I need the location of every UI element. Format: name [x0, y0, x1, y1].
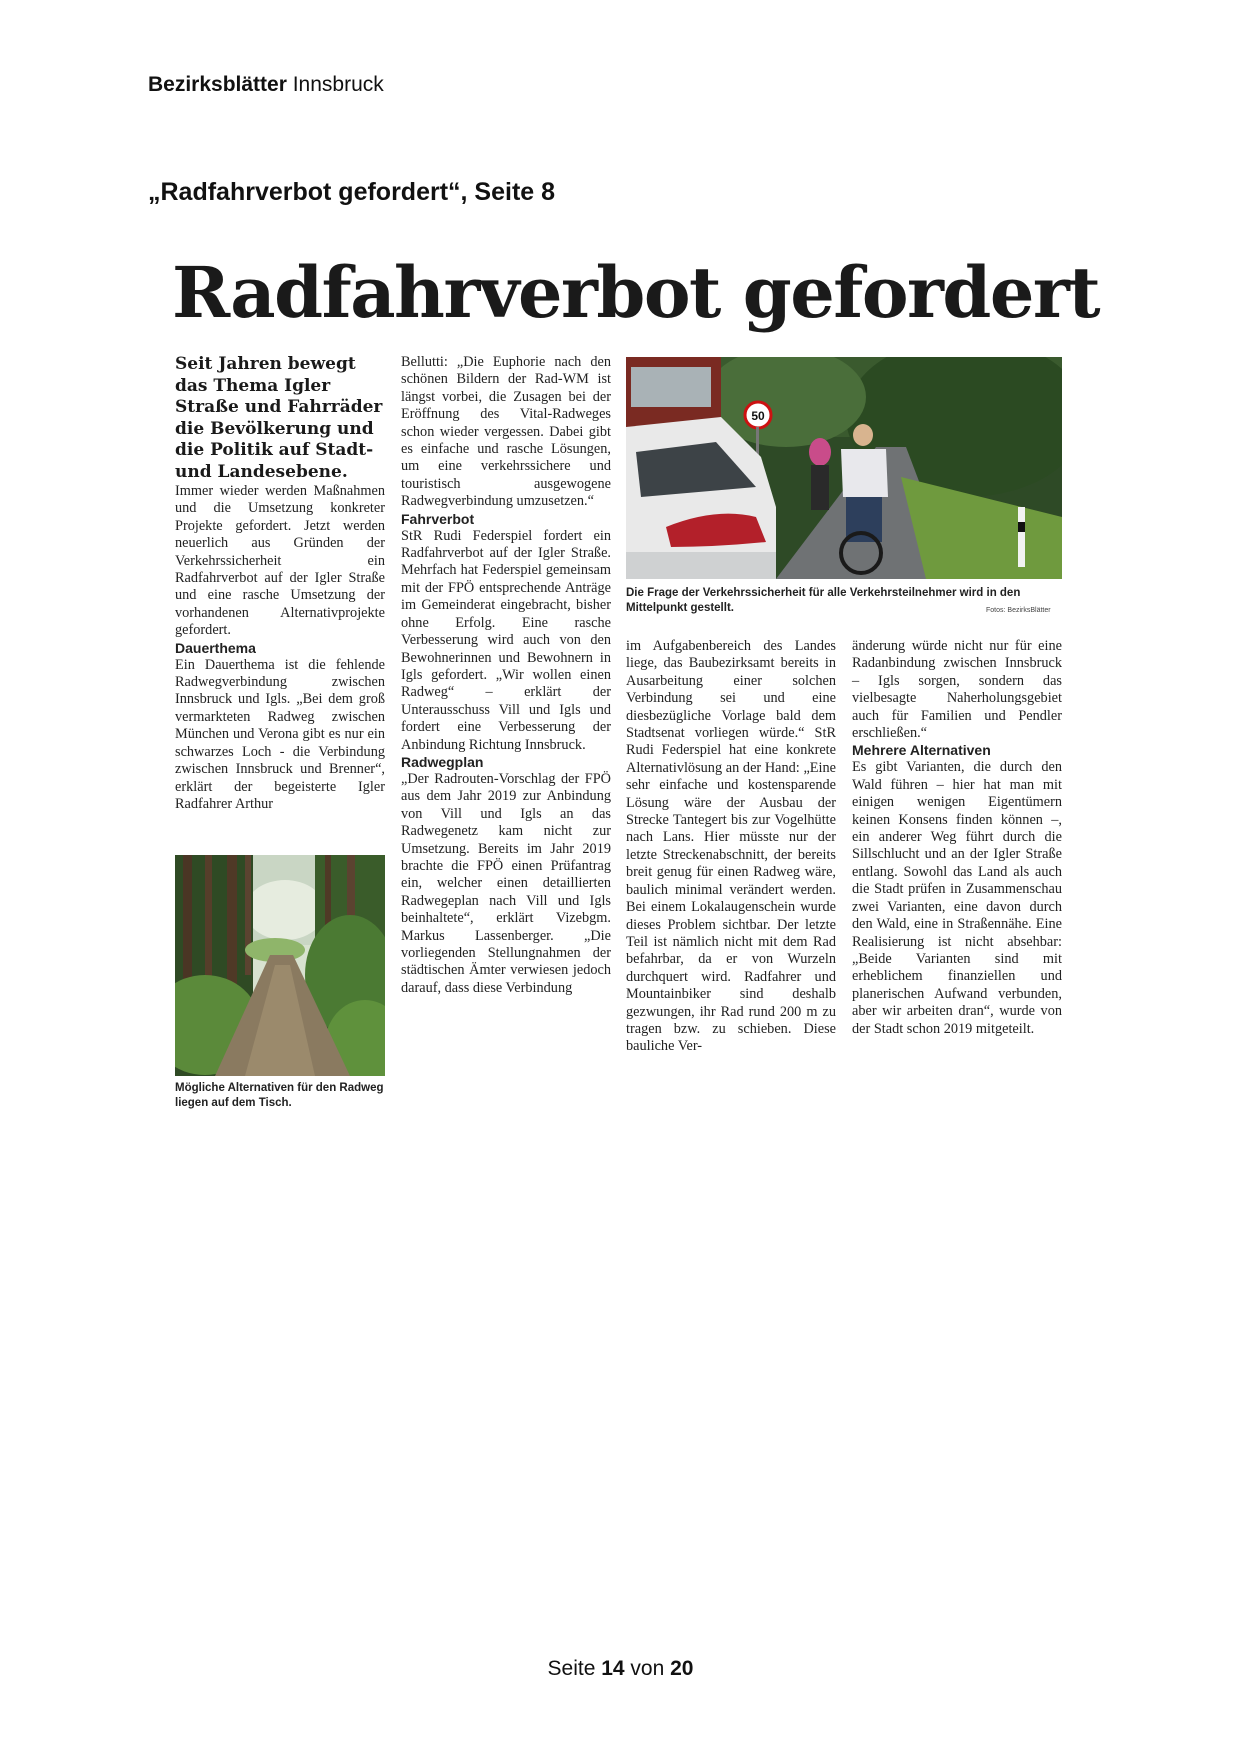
photo-credit: Fotos: BezirksBlätter	[986, 607, 1051, 614]
road-traffic-photo	[626, 357, 1062, 579]
region-name: Innsbruck	[286, 73, 384, 96]
footer-current-page: 14	[601, 1657, 625, 1680]
article-headline: Radfahrverbot gefordert	[172, 251, 1100, 334]
forest-path-photo	[175, 855, 385, 1076]
article-column-3	[626, 638, 836, 1056]
paragraph-bellutti: Bellutti: „Die Euphorie nach den schönen Bildern der Rad-WM ist längst vorbei, die Zusagen bei der Eröffnung des Vital-Radweges schon wieder vergessen. Dabei gibt es einfache und rasche Lösungen, um eine verkehrssichere und touristisch ausgewogene Radwegverbindung umzusetzen.“	[401, 354, 611, 510]
page-number-footer	[0, 1657, 1241, 1681]
speed-sign-label: 50	[751, 409, 765, 423]
footer-middle: von	[624, 1657, 671, 1680]
document-header	[148, 73, 384, 97]
paragraph-dauerthema: Ein Dauerthema ist die fehlende Radwegverbindung zwischen Innsbruck und Igls. „Bei dem groß vermarkteten Radweg zwischen München und Verona gibt es nur ein schwarzes Loch - die Verbindung zwischen Innsbruck und Brenner“, erklärt der begeisterte Igler Radfahrer Arthur	[175, 656, 385, 812]
footer-prefix: Seite	[547, 1657, 602, 1680]
page-title: „Radfahrverbot gefordert“, Seite 8	[148, 178, 556, 206]
paragraph-column-4: änderung würde nicht nur für eine Radanbindung zwischen Innsbruck – Igls sorgen, sondern das vielbesagte Naherholungsgebiet auch für Familien und Pendler erschließen.“	[852, 638, 1062, 742]
article-intro: Immer wieder werden Maßnahmen und die Umsetzung konkreter Projekte gefordert. Jetzt werden neuerlich aus Gründen der Verkehrssicherheit ein Radfahrverbot auf der Igler Straße und eine rasche Umsetzung der vorhandenen Alternativprojekte gefordert.	[175, 483, 385, 639]
subheading-alternativen: Mehrere Alternativen	[852, 742, 991, 759]
subheading-radwegplan: Radwegplan	[401, 753, 484, 770]
footer-total-pages: 20	[670, 1657, 694, 1680]
paragraph-radwegplan: „Der Radrouten-Vorschlag der FPÖ aus dem Jahr 2019 zur Anbindung von Vill und Igls an das Radwegenetz kam nicht zur Umsetzung. Bereits im Jahr 2019 brachte die FPÖ einen Prüfantrag ein, welcher einen detaillierten Radwegeplan nach Vill und Igls beinhaltete“, erklärt Vizebgm. Markus Lassenberger. „Die vorliegenden Stellungnahmen der städtischen Ämter verwiesen jedoch darauf, dass diese Verbindung	[401, 770, 611, 996]
paragraph-fahrverbot: StR Rudi Federspiel fordert ein Radfahrverbot auf der Igler Straße. Mehrfach hat Federspiel gemeinsam mit der FPÖ entsprechende Anträge im Gemeinderat eingebracht, bisher ohne Erfolg. Eine rasche Verbesserung wird auch von den Bewohnerinnen und Bewohnern in Igls gefordert. „Wir wollen einen Radweg“ – erklärt der Unterausschuss Vill und Igls und fordert eine Verbesserung der Anbindung Richtung Innsbruck.	[401, 527, 611, 753]
path-photo-caption: Mögliche Alternativen für den Radweg liegen auf dem Tisch.	[175, 1082, 384, 1109]
article-column-1	[175, 354, 385, 813]
subheading-dauerthema: Dauerthema	[175, 639, 256, 656]
paragraph-alternativen: Es gibt Varianten, die durch den Wald führen – hier hat man mit einigen wenigen Eigentümern keinen Konsens finden können –, ein anderer Weg führt durch die Sillschlucht und an der Igler Straße entlang. Sowohl das Land als auch die Stadt prüfen in Zusammenschau zwei Varianten, eine davon durch den Wald, eine in Straßennähe. Eine Realisierung ist nicht absehbar: „Beide Varianten sind mit erheblichem finanziellen und planerischen Aufwand verbunden, aber wir arbeiten dran“, wurde von der Stadt schon 2019 mitgeteilt.	[852, 759, 1062, 1037]
article-column-2	[401, 354, 611, 997]
road-photo-caption: Die Frage der Verkehrssicherheit für alle Verkehrsteilnehmer wird in den Mittelpunkt gestellt.	[626, 587, 1021, 614]
brand-name: Bezirksblätter	[148, 73, 287, 96]
article-column-4	[852, 638, 1062, 1038]
subheading-fahrverbot: Fahrverbot	[401, 510, 475, 527]
forest-path-image	[175, 855, 385, 1076]
road-traffic-image	[626, 357, 1062, 579]
article-lead: Seit Jahren bewegt das Thema Igler Straße und Fahrräder die Bevölkerung und die Politik auf Stadt- und Landesebene.	[175, 354, 383, 482]
paragraph-column-3: im Aufgabenbereich des Landes liege, das Baubezirksamt bereits in Ausarbeitung einer solchen Verbindung sei und eine diesbezügliche Vorlage bald dem Stadtsenat vorliegen würde.“ StR Rudi Federspiel hat eine konkrete Alternativlösung an der Hand: „Eine sehr einfache und kostensparende Lösung wäre der Ausbau der Strecke Tantegert bis zur Vogelhütte nach Lans. Hier müsste nur der letzte Streckenabschnitt, der bereits breit genug für einen Radweg wäre, baulich minimal verändert werden. Bei einem Lokalaugenschein wurde dieses Problem sichtbar. Der letzte Teil ist nämlich nicht mit dem Rad befahrbar, da er von Wurzeln durchquert wird. Radfahrer und Mountainbiker sind deshalb gezwungen, ihr Rad rund 200 m zu tragen bzw. zu schieben. Diese bauliche Ver-	[626, 638, 836, 1055]
